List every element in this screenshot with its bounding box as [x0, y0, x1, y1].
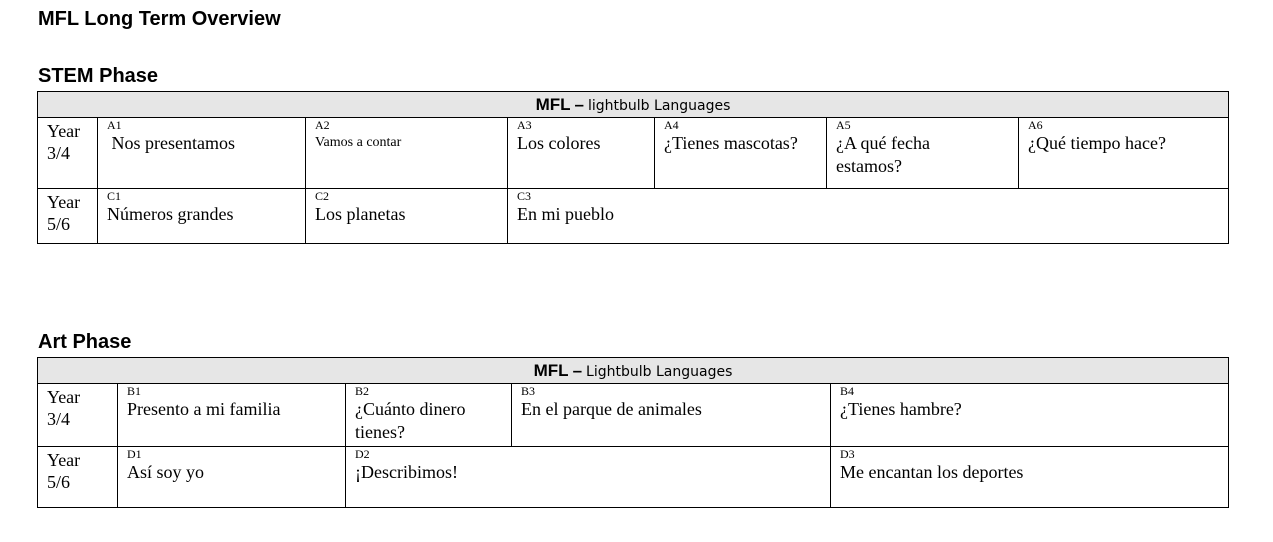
year-label-cell	[38, 384, 117, 446]
unit-cell	[830, 384, 1228, 446]
unit-code: C1	[107, 189, 122, 203]
unit-code: A4	[664, 118, 679, 132]
unit-topic: En el parque de animales	[521, 399, 702, 419]
unit-cell	[1018, 118, 1228, 188]
banner-subject: MFL	[535, 95, 571, 114]
unit-topic: ¿Qué tiempo hace?	[1028, 133, 1166, 153]
unit-topic: Me encantan los deportes	[840, 462, 1024, 482]
unit-cell	[345, 384, 511, 446]
unit-cell	[830, 447, 1228, 507]
unit-code: C3	[517, 189, 532, 203]
unit-cell	[507, 118, 654, 188]
table-banner	[38, 358, 1228, 384]
unit-code: B3	[521, 384, 536, 398]
unit-code: B2	[355, 384, 370, 398]
unit-cell	[97, 118, 305, 188]
unit-code: A1	[107, 118, 122, 132]
stem-phase-table	[37, 91, 1229, 244]
unit-topic: Los planetas	[315, 204, 406, 224]
unit-cell	[654, 118, 826, 188]
year-label-cell	[38, 118, 97, 188]
banner-subject: MFL	[533, 361, 569, 380]
document-title: MFL Long Term Overview	[38, 8, 281, 30]
unit-topic: ¡Describimos!	[355, 462, 458, 482]
unit-topic: ¿A qué fecha estamos?	[836, 133, 930, 176]
year-label-cell	[38, 189, 97, 243]
unit-cell	[97, 189, 305, 243]
banner-provider: Lightbulb Languages	[586, 364, 733, 380]
banner-dash: –	[572, 361, 583, 380]
stem-phase-heading: STEM Phase	[38, 65, 159, 87]
year-label: Year 3/4	[47, 387, 81, 429]
unit-code: A2	[315, 118, 330, 132]
table-banner	[38, 92, 1228, 118]
unit-cell	[507, 189, 1228, 243]
art-phase-heading: Art Phase	[38, 331, 132, 353]
unit-cell	[305, 189, 507, 243]
year-label: Year 5/6	[47, 192, 81, 234]
unit-code: C2	[315, 189, 330, 203]
unit-topic: ¿Tienes hambre?	[840, 399, 962, 419]
unit-cell	[305, 118, 507, 188]
unit-code: B1	[127, 384, 142, 398]
unit-cell	[511, 384, 830, 446]
unit-code: D3	[840, 447, 855, 461]
banner-dash: –	[574, 95, 584, 114]
art-phase-table	[37, 357, 1229, 508]
unit-cell	[826, 118, 1018, 188]
unit-cell	[117, 447, 345, 507]
unit-topic: ¿Tienes mascotas?	[664, 133, 798, 153]
unit-topic: Así soy yo	[127, 462, 205, 482]
unit-code: B4	[840, 384, 855, 398]
unit-topic: En mi pueblo	[517, 204, 614, 224]
unit-code: D2	[355, 447, 370, 461]
unit-topic: Nos presentamos	[107, 133, 235, 153]
unit-topic: Presento a mi familia	[127, 399, 281, 419]
unit-topic: Los colores	[517, 133, 601, 153]
unit-cell	[345, 447, 830, 507]
unit-topic: Vamos a contar	[315, 135, 402, 150]
unit-code: A3	[517, 118, 532, 132]
unit-topic: ¿Cuánto dinero tienes?	[355, 399, 466, 442]
unit-code: A6	[1028, 118, 1043, 132]
unit-cell	[117, 384, 345, 446]
year-label: Year 3/4	[47, 121, 81, 163]
unit-code: D1	[127, 447, 142, 461]
banner-provider: lightbulb Languages	[588, 98, 731, 114]
year-label: Year 5/6	[47, 450, 81, 492]
unit-topic: Números grandes	[107, 204, 234, 224]
unit-code: A5	[836, 118, 851, 132]
year-label-cell	[38, 447, 117, 507]
